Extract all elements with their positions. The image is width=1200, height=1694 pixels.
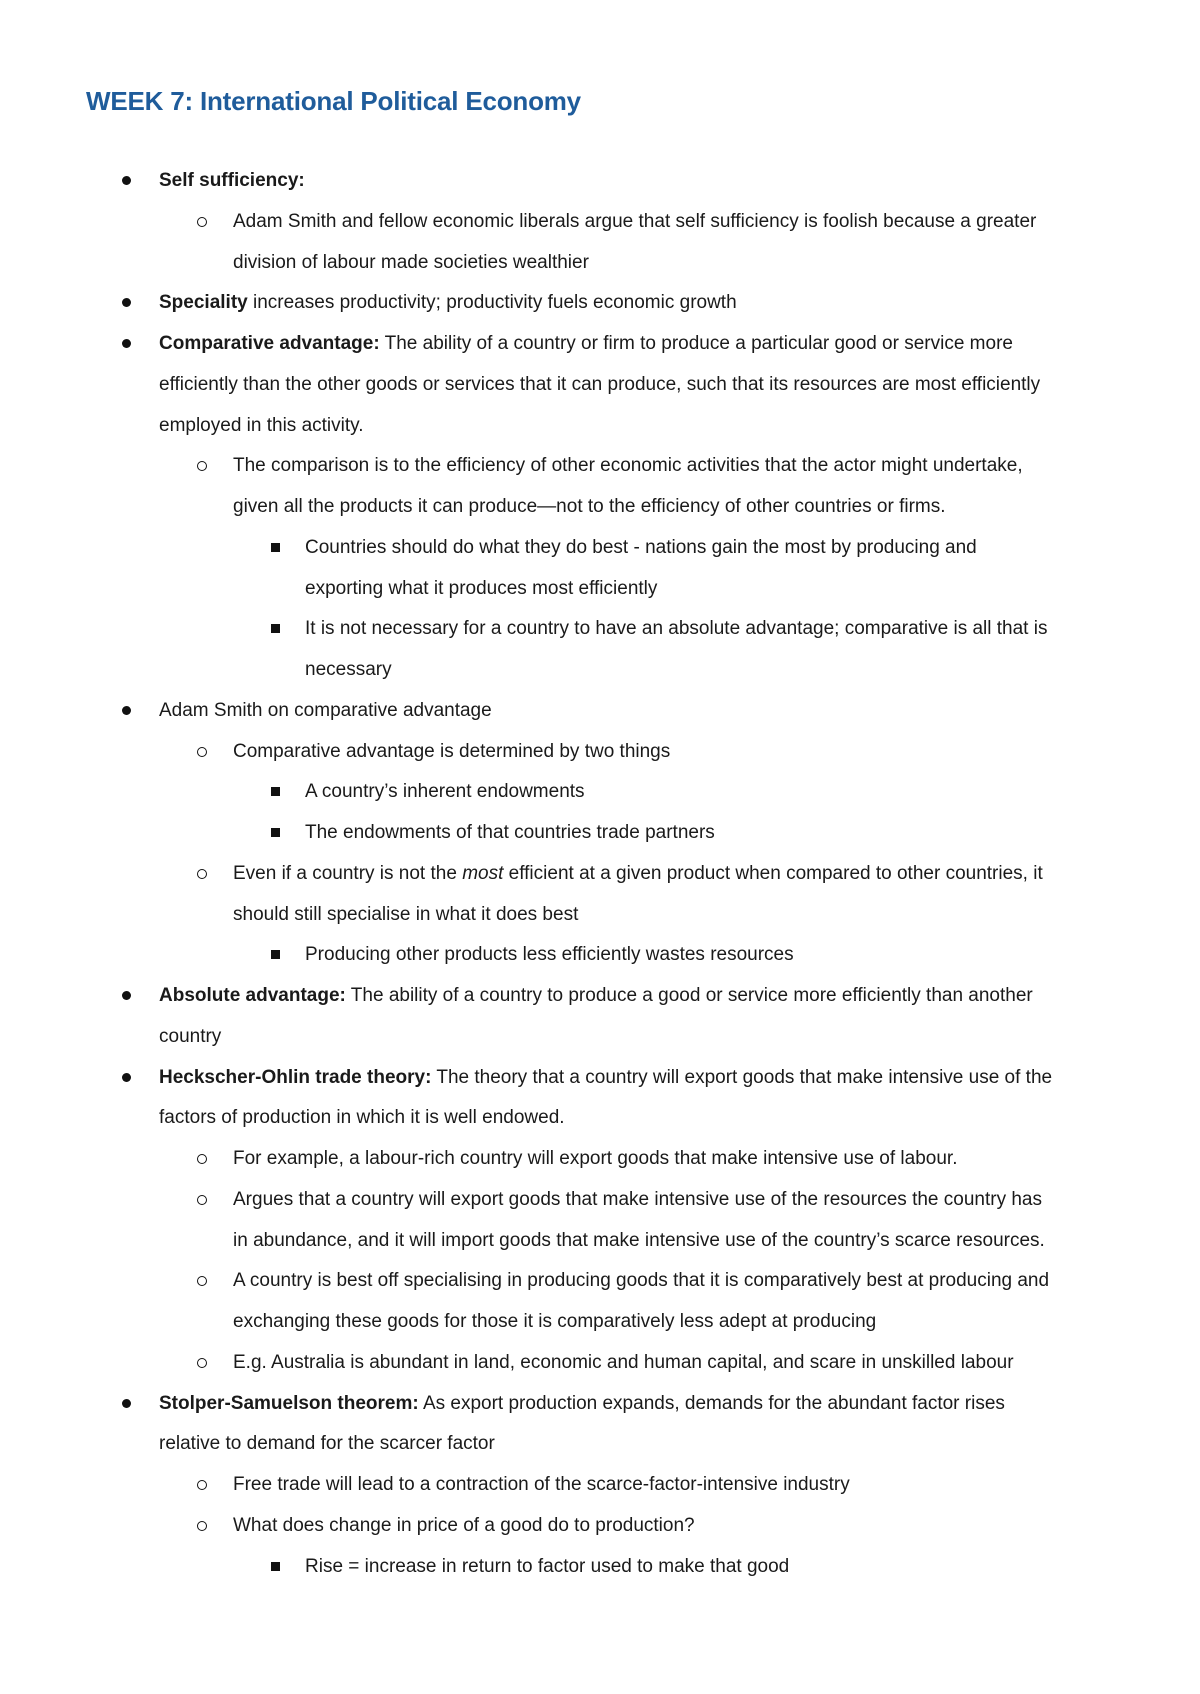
- term-label: Absolute advantage:: [159, 985, 346, 1006]
- list-item-text: [233, 1301, 876, 1342]
- body-text: given all the products it can produce—not to the efficiency of other countries or firms.: [233, 496, 946, 517]
- bullet-square-icon: [271, 828, 280, 837]
- list-item: [0, 1097, 1200, 1138]
- list-item-text: [159, 1057, 1052, 1098]
- list-item: [0, 282, 1200, 323]
- body-text: factors of production in which it is well endowed.: [159, 1107, 565, 1129]
- body-text: Producing other products less efficiently wastes resources: [305, 944, 794, 966]
- bullet-square-icon: [271, 624, 280, 633]
- list-item: [0, 894, 1200, 935]
- list-item-text: [233, 445, 1023, 486]
- body-text: The comparison is to the efficiency of other economic activities that the actor might undertake,: [233, 455, 1023, 477]
- list-item: [0, 160, 1200, 201]
- list-item: [0, 649, 1200, 690]
- body-text: What does change in price of a good do to production?: [233, 1514, 695, 1536]
- list-item: [0, 364, 1200, 405]
- list-item: [0, 242, 1200, 283]
- list-item-text: [159, 1383, 1005, 1424]
- body-text: necessary: [305, 659, 392, 680]
- bullet-circle-icon: [197, 1521, 207, 1531]
- list-item: [0, 771, 1200, 812]
- list-item-text: [233, 201, 1036, 242]
- list-item-text: [233, 894, 578, 935]
- bullet-disc-icon: [122, 1399, 131, 1408]
- bullet-circle-icon: [197, 869, 207, 879]
- body-text: As export production expands, demands for the abundant factor rises: [418, 1392, 1005, 1414]
- bullet-disc-icon: [122, 706, 131, 715]
- body-text: Comparative advantage is determined by two things: [233, 740, 671, 762]
- list-item-text: [159, 1097, 565, 1138]
- list-item: [0, 812, 1200, 853]
- bullet-disc-icon: [122, 339, 131, 348]
- list-item: [0, 323, 1200, 364]
- list-item: [0, 445, 1200, 486]
- list-item: [0, 1138, 1200, 1179]
- list-item: [0, 690, 1200, 731]
- body-text: Even if a country is not the: [233, 862, 463, 884]
- list-item: [0, 1383, 1200, 1424]
- bullet-circle-icon: [197, 1480, 207, 1490]
- body-text: should still specialise in what it does best: [233, 903, 579, 925]
- list-item-text: [159, 364, 1040, 405]
- body-text: exporting what it produces most efficiently: [305, 577, 658, 599]
- bullet-circle-icon: [197, 1154, 207, 1164]
- bullet-circle-icon: [197, 1276, 207, 1286]
- body-text: exchanging these goods for those it is comparatively less adept at producing: [233, 1311, 877, 1332]
- list-item: [0, 1016, 1200, 1057]
- body-text: Free trade will lead to a contraction of the scarce-factor-intensive industry: [233, 1474, 850, 1495]
- list-item-text: [159, 282, 737, 323]
- body-text: Argues that a country will export goods that make intensive use of the resources the country has: [233, 1188, 1042, 1210]
- term-label: Heckscher-Ohlin trade theory:: [159, 1066, 432, 1088]
- bullet-disc-icon: [122, 991, 131, 1000]
- list-item-text: [305, 1546, 789, 1587]
- list-item-text: [305, 812, 715, 853]
- body-text: country: [159, 1025, 222, 1047]
- bullet-circle-icon: [197, 1358, 207, 1368]
- list-item-text: [305, 771, 585, 812]
- list-item-text: [159, 1016, 221, 1057]
- list-item: [0, 568, 1200, 609]
- body-text: For example, a labour-rich country will export goods that make intensive use of labour.: [233, 1148, 958, 1169]
- list-item: [0, 1301, 1200, 1342]
- list-item: [0, 1342, 1200, 1383]
- list-item-text: [233, 1138, 957, 1179]
- list-item-text: [233, 1179, 1042, 1220]
- body-text: Rise = increase in return to factor used to make that good: [305, 1555, 790, 1577]
- bullet-square-icon: [271, 1562, 280, 1571]
- body-text: relative to demand for the scarcer factor: [159, 1433, 495, 1455]
- list-item: [0, 1505, 1200, 1546]
- body-text: employed in this activity.: [159, 414, 364, 436]
- list-item: [0, 1546, 1200, 1587]
- body-text: efficiently than the other goods or services that it can produce, such that its resources are most efficiently: [159, 373, 1041, 395]
- body-text: division of labour made societies wealthier: [233, 251, 589, 273]
- body-text: Adam Smith and fellow economic liberals argue that self sufficiency is foolish because a greater: [233, 210, 1037, 232]
- list-item: [0, 1057, 1200, 1098]
- list-item: [0, 486, 1200, 527]
- body-text: A country is best off specialising in producing goods that it is comparatively best at producing and: [233, 1270, 1050, 1292]
- list-item: [0, 853, 1200, 894]
- list-item-text: [159, 160, 305, 201]
- list-item: [0, 1464, 1200, 1505]
- bullet-circle-icon: [197, 461, 207, 471]
- list-item: [0, 201, 1200, 242]
- list-item-text: [305, 568, 657, 609]
- list-item: [0, 934, 1200, 975]
- list-item-text: [233, 1464, 850, 1505]
- list-item-text: [233, 1220, 1045, 1261]
- body-text: A country’s inherent endowments: [305, 781, 585, 803]
- list-item: [0, 1423, 1200, 1464]
- list-item: [0, 1179, 1200, 1220]
- list-item-text: [305, 608, 1047, 649]
- bullet-disc-icon: [122, 176, 131, 185]
- body-text: The endowments of that countries trade partners: [305, 822, 715, 843]
- body-text: The ability of a country or firm to produce a particular good or service more: [379, 333, 1013, 354]
- list-item: [0, 975, 1200, 1016]
- list-item-text: [159, 1423, 495, 1464]
- page-title: WEEK 7: International Political Economy: [86, 86, 581, 116]
- term-label: Self sufficiency:: [159, 170, 305, 191]
- list-item-text: [233, 731, 670, 772]
- list-item-text: [233, 853, 1043, 894]
- body-text: efficient at a given product when compared to other countries, it: [503, 862, 1043, 884]
- list-item-text: [305, 649, 392, 690]
- emphasis-text: most: [462, 862, 504, 884]
- list-item: [0, 405, 1200, 446]
- list-item-text: [159, 323, 1013, 364]
- body-text: in abundance, and it will import goods that make intensive use of the country’s scarce resources.: [233, 1229, 1045, 1251]
- list-item-text: [233, 1260, 1049, 1301]
- body-text: E.g. Australia is abundant in land, economic and human capital, and scare in unskilled labour: [233, 1351, 1014, 1373]
- body-text: Countries should do what they do best - nations gain the most by producing and: [305, 536, 977, 558]
- list-item-text: [233, 1342, 1014, 1383]
- term-label: Comparative advantage:: [159, 333, 380, 354]
- list-item-text: [159, 690, 492, 731]
- bullet-circle-icon: [197, 217, 207, 227]
- bullet-square-icon: [271, 950, 280, 959]
- list-item-text: [233, 242, 589, 283]
- list-item: [0, 1220, 1200, 1261]
- body-text: increases productivity; productivity fuels economic growth: [247, 292, 737, 314]
- term-label: Speciality: [159, 292, 248, 314]
- bullet-square-icon: [271, 543, 280, 552]
- list-item: [0, 731, 1200, 772]
- list-item-text: [233, 486, 946, 527]
- list-item: [0, 527, 1200, 568]
- body-text: The ability of a country to produce a good or service more efficiently than another: [345, 985, 1033, 1006]
- list-item-text: [305, 527, 977, 568]
- list-item-text: [159, 405, 364, 446]
- bullet-circle-icon: [197, 747, 207, 757]
- bullet-disc-icon: [122, 298, 131, 307]
- bullet-disc-icon: [122, 1073, 131, 1082]
- body-text: The theory that a country will export goods that make intensive use of the: [431, 1066, 1053, 1088]
- list-item-text: [305, 934, 794, 975]
- list-item-text: [159, 975, 1033, 1016]
- list-item: [0, 608, 1200, 649]
- body-text: It is not necessary for a country to have an absolute advantage; comparative is all that is: [305, 618, 1048, 640]
- term-label: Stolper-Samuelson theorem:: [159, 1392, 419, 1414]
- list-item-text: [233, 1505, 695, 1546]
- bullet-circle-icon: [197, 1195, 207, 1205]
- body-text: Adam Smith on comparative advantage: [159, 699, 492, 721]
- bullet-square-icon: [271, 787, 280, 796]
- list-item: [0, 1260, 1200, 1301]
